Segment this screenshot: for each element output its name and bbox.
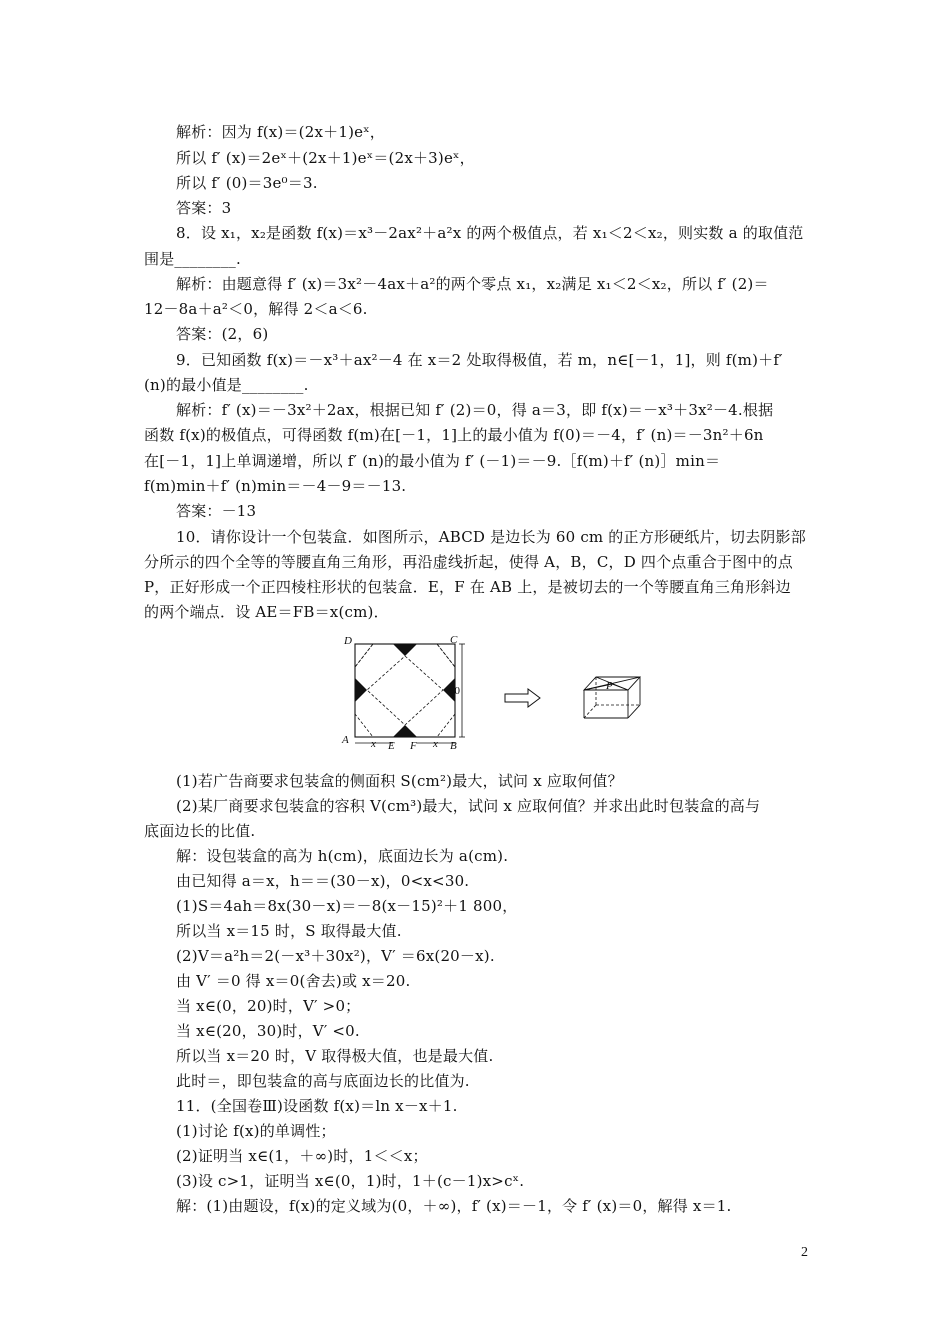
text-line: 解：(1)由题设，f(x)的定义域为(0，＋∞)，f′ (x)＝－1，令 f′ (x)＝0，解得 x＝1. [176, 1197, 732, 1215]
text-line: 所以当 x＝20 时，V 取得极大值，也是最大值. [176, 1047, 494, 1065]
text-line: (2)证明当 x∈(1，＋∞)时，1＜＜x； [176, 1147, 428, 1165]
vertex-b-label: B [450, 740, 457, 752]
page-number: 2 [801, 1245, 808, 1260]
dashed-fold-inner [367, 656, 443, 725]
text-line: 由 V′ ＝0 得 x＝0(舍去)或 x＝20. [176, 972, 411, 990]
text-line: 解析：f′ (x)＝－3x²＋2ax，根据已知 f′ (2)＝0，得 a＝3，即 f(x)＝－x³＋3x²－4.根据 [176, 401, 774, 419]
point-e-label: E [388, 740, 395, 752]
text-line: P，正好形成一个正四棱柱形状的包装盒．E，F 在 AB 上，是被切去的一个等腰直角三角形斜边 [144, 578, 791, 596]
text-line: 由已知得 a＝x，h＝＝(30－x)，0<x<30. [176, 872, 470, 890]
text-line: 答案：3 [176, 199, 232, 217]
shaded-triangle-bottom [393, 725, 417, 737]
side-length-label: 60 [449, 685, 460, 697]
sub-question-2: (2)某厂商要求包装盒的容积 V(cm³)最大，试问 x 应取何值？并求出此时包装盒的高与 [176, 797, 761, 815]
text-line: 所以 f′ (x)＝2eˣ＋(2x＋1)eˣ＝(2x＋3)eˣ， [176, 149, 475, 167]
text-line: 底面边长的比值. [144, 822, 256, 840]
text-line: 解析：因为 f(x)＝(2x＋1)eˣ， [176, 123, 385, 141]
text-line: (1)讨论 f(x)的单调性； [176, 1122, 336, 1140]
apex-p-label: P [606, 680, 613, 692]
point-f-label: F [410, 740, 417, 752]
text-line: 函数 f(x)的极值点，可得函数 f(m)在[－1，1]上的最小值为 f(0)＝－4，f′ (n)＝－3n²＋6n [144, 426, 764, 444]
text-line: 所以当 x＝15 时，S 取得最大值. [176, 922, 402, 940]
text-line: f(m)min＋f′ (n)min＝－4－9＝－13. [144, 477, 407, 495]
text-line: 的两个端点．设 AE＝FB＝x(cm)． [144, 603, 389, 621]
text-line: 12－8a＋a²＜0，解得 2＜a＜6. [144, 300, 368, 318]
sub-question-1: (1)若广告商要求包装盒的侧面积 S(cm²)最大，试问 x 应取何值？ [176, 772, 623, 790]
dimension-x-left: x [371, 738, 376, 750]
text-line: (n)的最小值是________. [144, 376, 309, 394]
text-line: 当 x∈(20，30)时，V′ <0. [176, 1022, 360, 1040]
vertex-d-label: D [344, 635, 352, 647]
text-line: 当 x∈(0，20)时，V′ >0； [176, 997, 361, 1015]
text-line: (2)V＝a²h＝2(－x³＋30x²)，V′ ＝6x(20－x). [176, 947, 495, 965]
text-line: 此时＝，即包装盒的高与底面边长的比值为. [176, 1072, 470, 1090]
dashed-fold-outer [355, 644, 455, 737]
text-line: 所以 f′ (0)＝3e⁰＝3. [176, 174, 318, 192]
question-8: 8．设 x₁，x₂是函数 f(x)＝x³－2ax²＋a²x 的两个极值点，若 x₁＜2＜x₂，则实数 a 的取值范 [176, 224, 804, 242]
text-line: 答案：(2，6) [176, 325, 269, 343]
shaded-triangle-left [355, 678, 367, 702]
question-9: 9．已知函数 f(x)＝－x³＋ax²－4 在 x＝2 处取得极值，若 m，n∈[－1，1]，则 f(m)＋f′ [176, 351, 783, 369]
arrow-right-icon [505, 689, 540, 707]
text-line: 解析：由题意得 f′ (x)＝3x²－4ax＋a²的两个零点 x₁，x₂满足 x₁＜2＜x₂，所以 f′ (2)＝ [176, 275, 769, 293]
dimension-x-right: x [433, 738, 438, 750]
vertex-c-label: C [450, 634, 458, 646]
question-11: 11．(全国卷Ⅲ)设函数 f(x)＝ln x－x＋1. [176, 1097, 458, 1115]
packaging-box-figure [338, 630, 658, 755]
text-line: (1)S＝4ah＝8x(30－x)＝－8(x－15)²＋1 800， [176, 897, 518, 915]
text-line: (3)设 c>1，证明当 x∈(0，1)时，1＋(c－1)x>cˣ. [176, 1172, 525, 1190]
text-line: 解：设包装盒的高为 h(cm)，底面边长为 a(cm). [176, 847, 509, 865]
shaded-triangle-top [393, 644, 417, 656]
text-line: 围是________. [144, 250, 241, 268]
vertex-a-label: A [342, 734, 349, 746]
text-line: 答案：－13 [176, 502, 257, 520]
text-line: 分所示的四个全等的等腰直角三角形，再沿虚线折起，使得 A，B，C，D 四个点重合于图中的点 [144, 553, 793, 571]
question-10: 10．请你设计一个包装盒．如图所示，ABCD 是边长为 60 cm 的正方形硬纸片，切去阴影部 [176, 528, 806, 546]
square-abcd [355, 644, 455, 737]
text-line: 在[－1，1]上单调递增，所以 f′ (n)的最小值为 f′ (－1)＝－9.［f(m)＋f′ (n)］min＝ [144, 452, 721, 470]
